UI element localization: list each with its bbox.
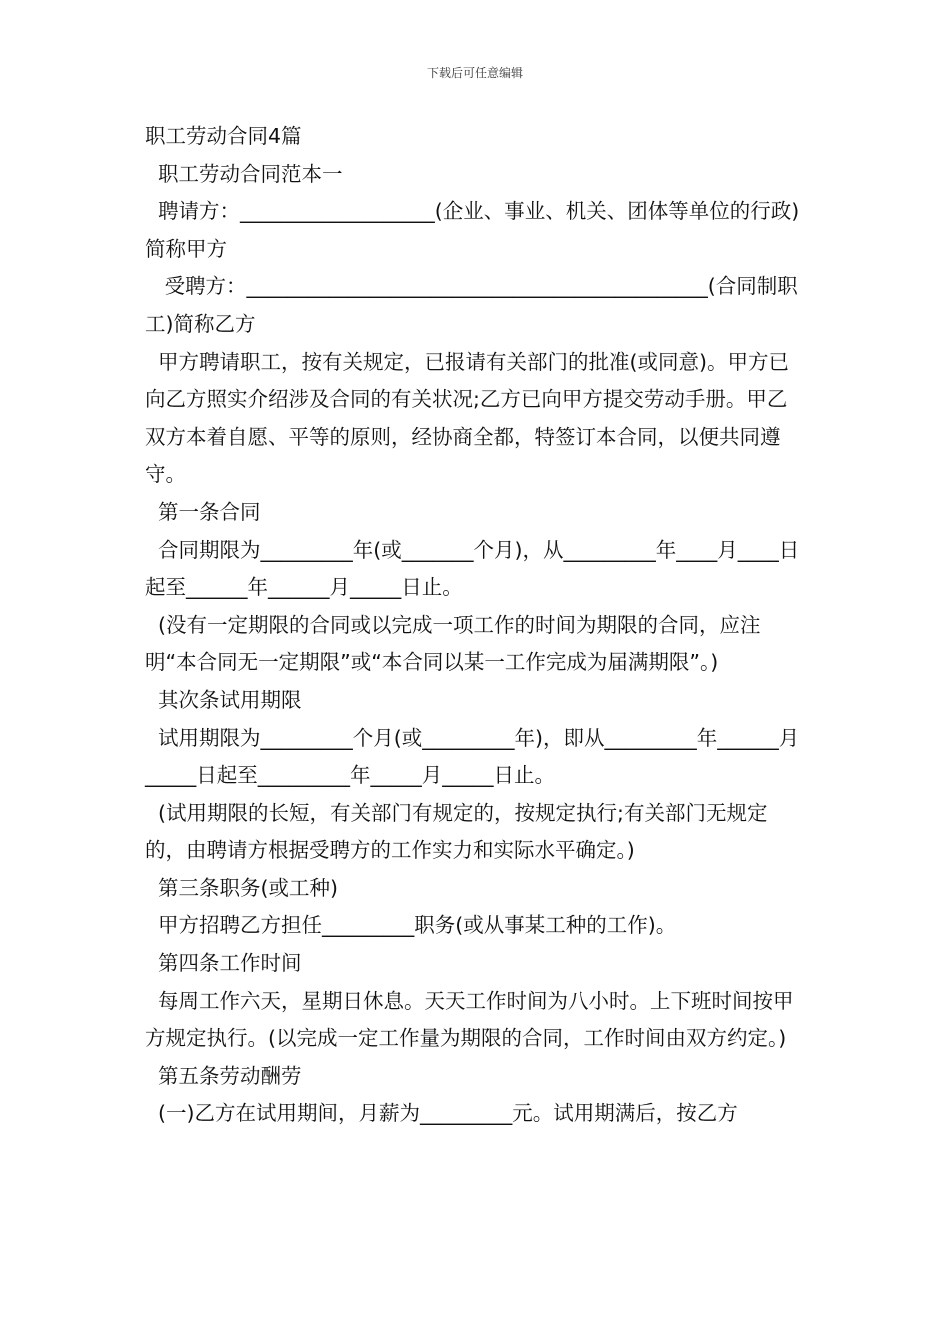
document-title: 职工劳动合同4篇 [145,124,302,148]
page-header: 下载后可任意编辑 [426,66,523,80]
article-2-probation: 试用期限为_________个月(或_________年)，即从_________年______月_____日起至_________年_____月_____日止。 [145,725,800,788]
article-4-hours: 每周工作六天，星期日休息。天天工作时间为八小时。上下班时间按甲方规定执行。(以完成一定工作量为期限的合同，工作时间由双方约定。) [145,988,794,1051]
article-3-heading: 第三条职务(或工种) [145,875,339,900]
article-5-heading: 第五条劳动酬劳 [145,1063,302,1088]
article-3-position: 甲方招聘乙方担任_________职务(或从事某工种的工作)。 [145,913,677,938]
article-5-salary: (一)乙方在试用期间，月薪为_________元。试用期满后，按乙方 [145,1101,738,1126]
article-1-heading: 第一条合同 [145,499,261,524]
article-4-heading: 第四条工作时间 [145,951,302,976]
paragraph-preamble: 甲方聘请职工，按有关规定，已报请有关部门的批准(或同意)。甲方已向乙方照实介绍涉及合同的有关状况;乙方已向甲方提交劳动手册。甲乙双方本着自愿、平等的原则，经协商全都，特签订本合同，以便共同遵守。 [145,349,790,487]
document-body [145,118,807,1133]
article-1-note: (没有一定期限的合同或以完成一项工作的时间为期限的合同，应注明“本合同无一定期限”或“本合同以某一工作完成为届满期限”。) [145,612,761,675]
paragraph-employee: 受聘方：_____________________________________________(合同制职工)简称乙方 [145,274,798,336]
article-2-note: (试用期限的长短，有关部门有规定的，按规定执行;有关部门无规定的，由聘请方根据受聘方的工作实力和实际水平确定。) [145,800,768,863]
paragraph-employer: 聘请方：___________________(企业、事业、机关、团体等单位的行政)简称甲方 [145,199,800,261]
article-2-heading: 其次条试用期限 [145,687,302,712]
paragraph-sample-heading: 职工劳动合同范本一 [145,161,343,186]
article-1-term: 合同期限为_________年(或_______个月)，从_________年____月____日起至______年______月_____日止。 [145,537,800,600]
